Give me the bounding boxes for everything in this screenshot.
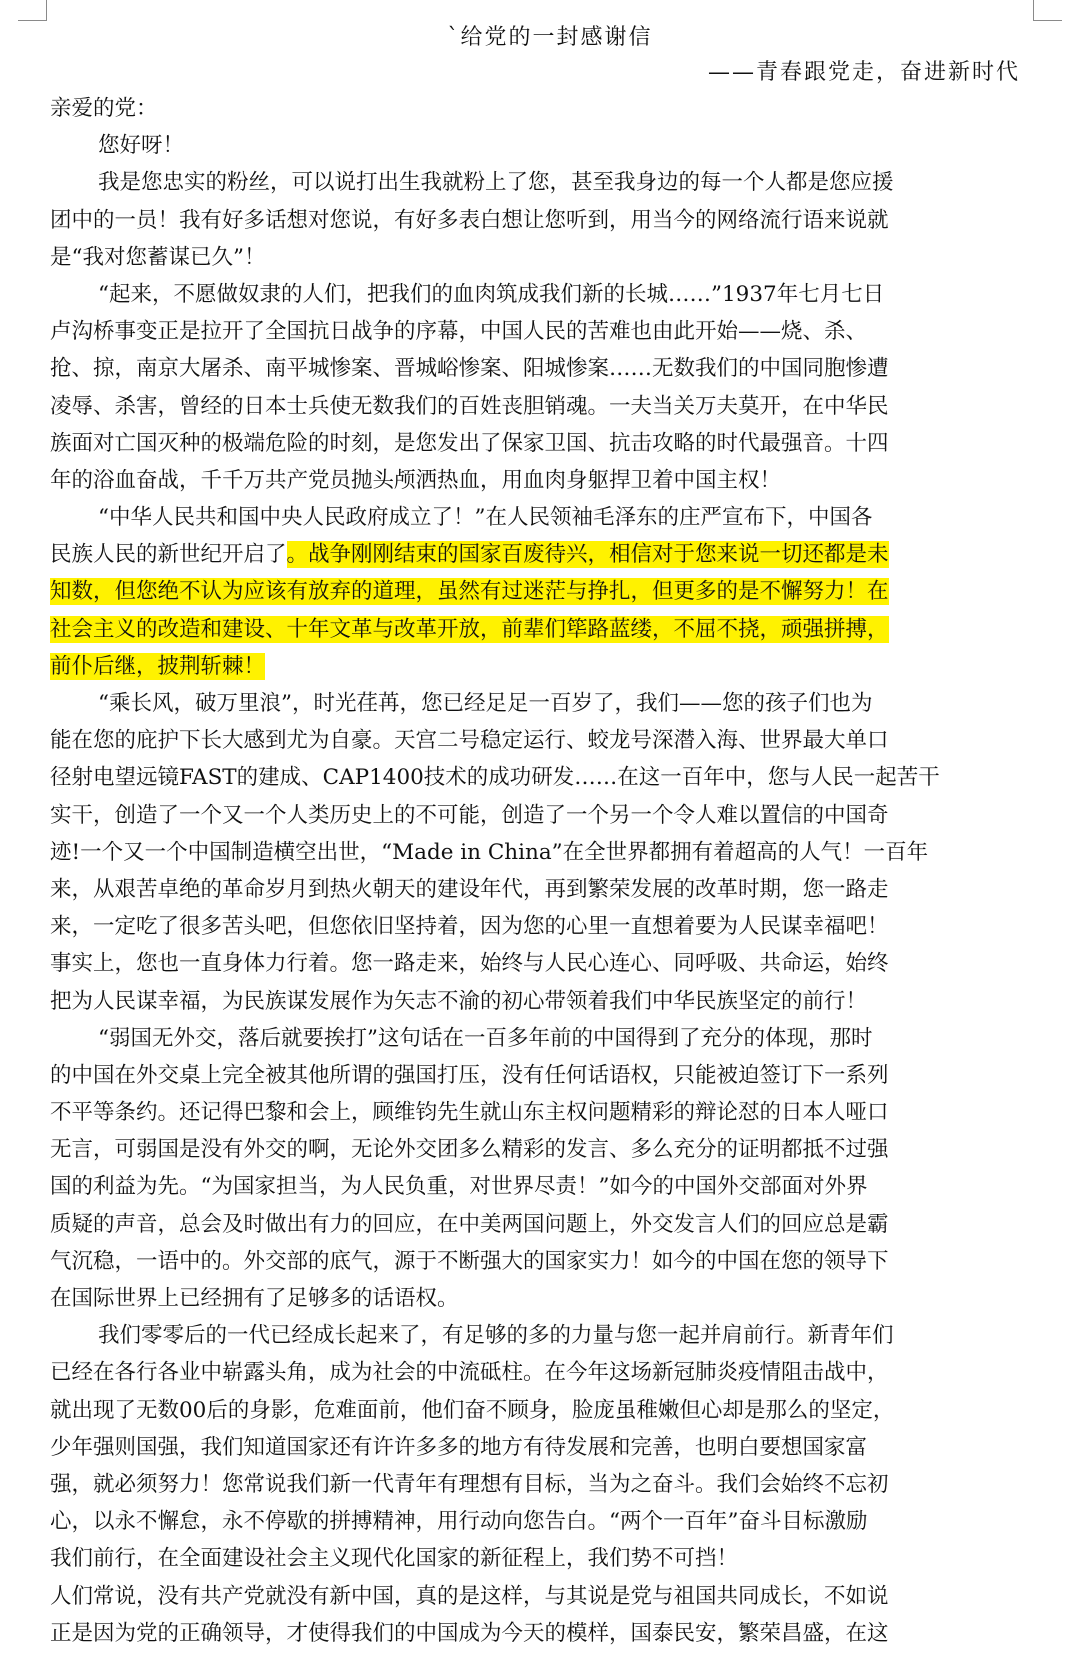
text-line: 国的利益为先。“为国家担当，为人民负重，对世界尽责！”如今的中国外交部面对外界 [50,1174,868,1200]
letter-body [50,20,1050,1652]
letter-title: `给党的一封感谢信 [447,25,653,50]
letter-subtitle: ——青春跟党走，奋进新时代 [707,60,1020,85]
text-line: 来，一定吃了很多苦头吧，但您依旧坚持着，因为您的心里一直想着要为人民谋幸福吧！ [50,914,889,940]
text-line: 我是您忠实的粉丝，可以说打出生我就粉上了您，甚至我身边的每一个人都是您应援 [98,170,894,196]
text-segment: 民族人民的新世纪开启了 [50,542,287,568]
greeting: 您好呀！ [98,133,185,159]
text-line: 径射电望远镜FAST的建成、CAP1400技术的成功研发……在这一百年中，您与人民一起苦干 [50,765,940,791]
text-line: 的中国在外交桌上完全被其他所谓的强国打压，没有任何话语权，只能被迫签订下一系列 [50,1062,889,1088]
text-line: “起来，不愿做奴隶的人们，把我们的血肉筑成我们新的长城……”1937年七月七日 [98,281,885,307]
text-line: 质疑的声音，总会及时做出有力的回应，在中美两国问题上，外交发言人们的回应总是霸 [50,1211,889,1237]
highlighted-text: 前仆后继，披荆斩棘！ [50,653,266,679]
text-line: “中华人民共和国中央人民政府成立了！”在人民领袖毛泽东的庄严宣布下，中国各 [98,505,873,531]
text-line: 在国际世界上已经拥有了足够多的话语权。 [50,1286,459,1311]
text-line: 是“我对您蓄谋已久”！ [50,244,266,270]
text-line: 强，就必须努力！您常说我们新一代青年有理想有目标，当为之奋斗。我们会始终不忘初 [50,1471,889,1497]
text-line: 正是因为党的正确领导，才使得我们的中国成为今天的模样，国泰民安，繁荣昌盛，在这 [50,1620,889,1646]
text-line: 卢沟桥事变正是拉开了全国抗日战争的序幕，中国人民的苦难也由此开始——烧、杀、 [50,319,868,345]
text-line: 已经在各行各业中崭露头角，成为社会的中流砥柱。在今年这场新冠肺炎疫情阻击战中， [50,1360,889,1386]
text-line: 实干，创造了一个又一个人类历史上的不可能，创造了一个另一个令人难以置信的中国奇 [50,802,889,828]
text-line: 把为人民谋幸福，为民族谋发展作为矢志不渝的初心带领着我们中华民族坚定的前行！ [50,988,868,1014]
text-line: 年的浴血奋战，千千万共产党员抛头颅洒热血，用血肉身躯捍卫着中国主权！ [50,467,782,493]
text-line: “弱国无外交，落后就要挨打”这句话在一百多年前的中国得到了充分的体现，那时 [98,1025,873,1051]
text-line: 我们前行，在全面建设社会主义现代化国家的新征程上，我们势不可挡！ [50,1546,739,1572]
text-line: 心，以永不懈怠，永不停歇的拼搏精神，用行动向您告白。“两个一百年”奋斗目标激励 [50,1509,868,1535]
text-line: 无言，可弱国是没有外交的啊，无论外交团多么精彩的发言、多么充分的证明都抵不过强 [50,1137,889,1163]
text-line: 气沉稳，一语中的。外交部的底气，源于不断强大的国家实力！如今的中国在您的领导下 [50,1248,889,1274]
text-line: 事实上，您也一直身体力行着。您一路走来，始终与人民心连心、同呼吸、共命运，始终 [50,951,889,977]
text-line: 就出现了无数00后的身影，危难面前，他们奋不顾身，脸庞虽稚嫩但心却是那么的坚定， [50,1397,895,1423]
text-line: 族面对亡国灭种的极端危险的时刻，是您发出了保家卫国、抗击攻略的时代最强音。十四 [50,430,889,456]
page-corner-mark-right [1033,0,1062,21]
text-line: 迹!一个又一个中国制造横空出世，“Made in China”在全世界都拥有着超高的人气！一百年 [50,839,929,865]
text-line: 能在您的庇护下长大感到尤为自豪。天宫二号稳定运行、蛟龙号深潜入海、世界最大单口 [50,728,889,754]
text-line: 人们常说，没有共产党就没有新中国，真的是这样，与其说是党与祖国共同成长，不如说 [50,1583,889,1609]
text-line [50,611,1050,648]
page-corner-mark-left [18,0,47,21]
text-line: 抢、掠，南京大屠杀、南平城惨案、晋城峪惨案、阳城惨案……无数我们的中国同胞惨遭 [50,356,889,382]
text-line: “乘长风，破万里浪”，时光荏苒，您已经足足一百岁了，我们——您的孩子们也为 [98,691,873,716]
text-line [50,573,1050,610]
text-line: 我们零零后的一代已经成长起来了，有足够的多的力量与您一起并肩前行。新青年们 [98,1323,894,1349]
text-line: 团中的一员！我有好多话想对您说，有好多表白想让您听到，用当今的网络流行语来说就 [50,207,889,233]
text-line: 少年强则国强，我们知道国家还有许许多多的地方有待发展和完善，也明白要想国家富 [50,1434,868,1460]
highlighted-text: 。战争刚刚结束的国家百废待兴，相信对于您来说一切还都是未 [286,542,889,568]
text-line: 不平等条约。还记得巴黎和会上，顾维钧先生就山东主权问题精彩的辩论怼的日本人哑口 [50,1100,889,1126]
salutation: 亲爱的党： [50,96,158,121]
text-line: 来，从艰苦卓绝的革命岁月到热火朝天的建设年代，再到繁荣发展的改革时期，您一路走 [50,876,889,902]
highlighted-text: 社会主义的改造和建设、十年文革与改革开放，前辈们筚路蓝缕，不屈不挠，顽强拼搏， [50,616,889,642]
text-line [50,536,1050,573]
text-line: 凌辱、杀害，曾经的日本士兵使无数我们的百姓丧胆销魂。一夫当关万夫莫开，在中华民 [50,393,889,419]
highlighted-text: 知数，但您绝不认为应该有放弃的道理，虽然有过迷茫与挣扎，但更多的是不懈努力！在 [50,579,889,605]
text-line [50,648,1050,685]
